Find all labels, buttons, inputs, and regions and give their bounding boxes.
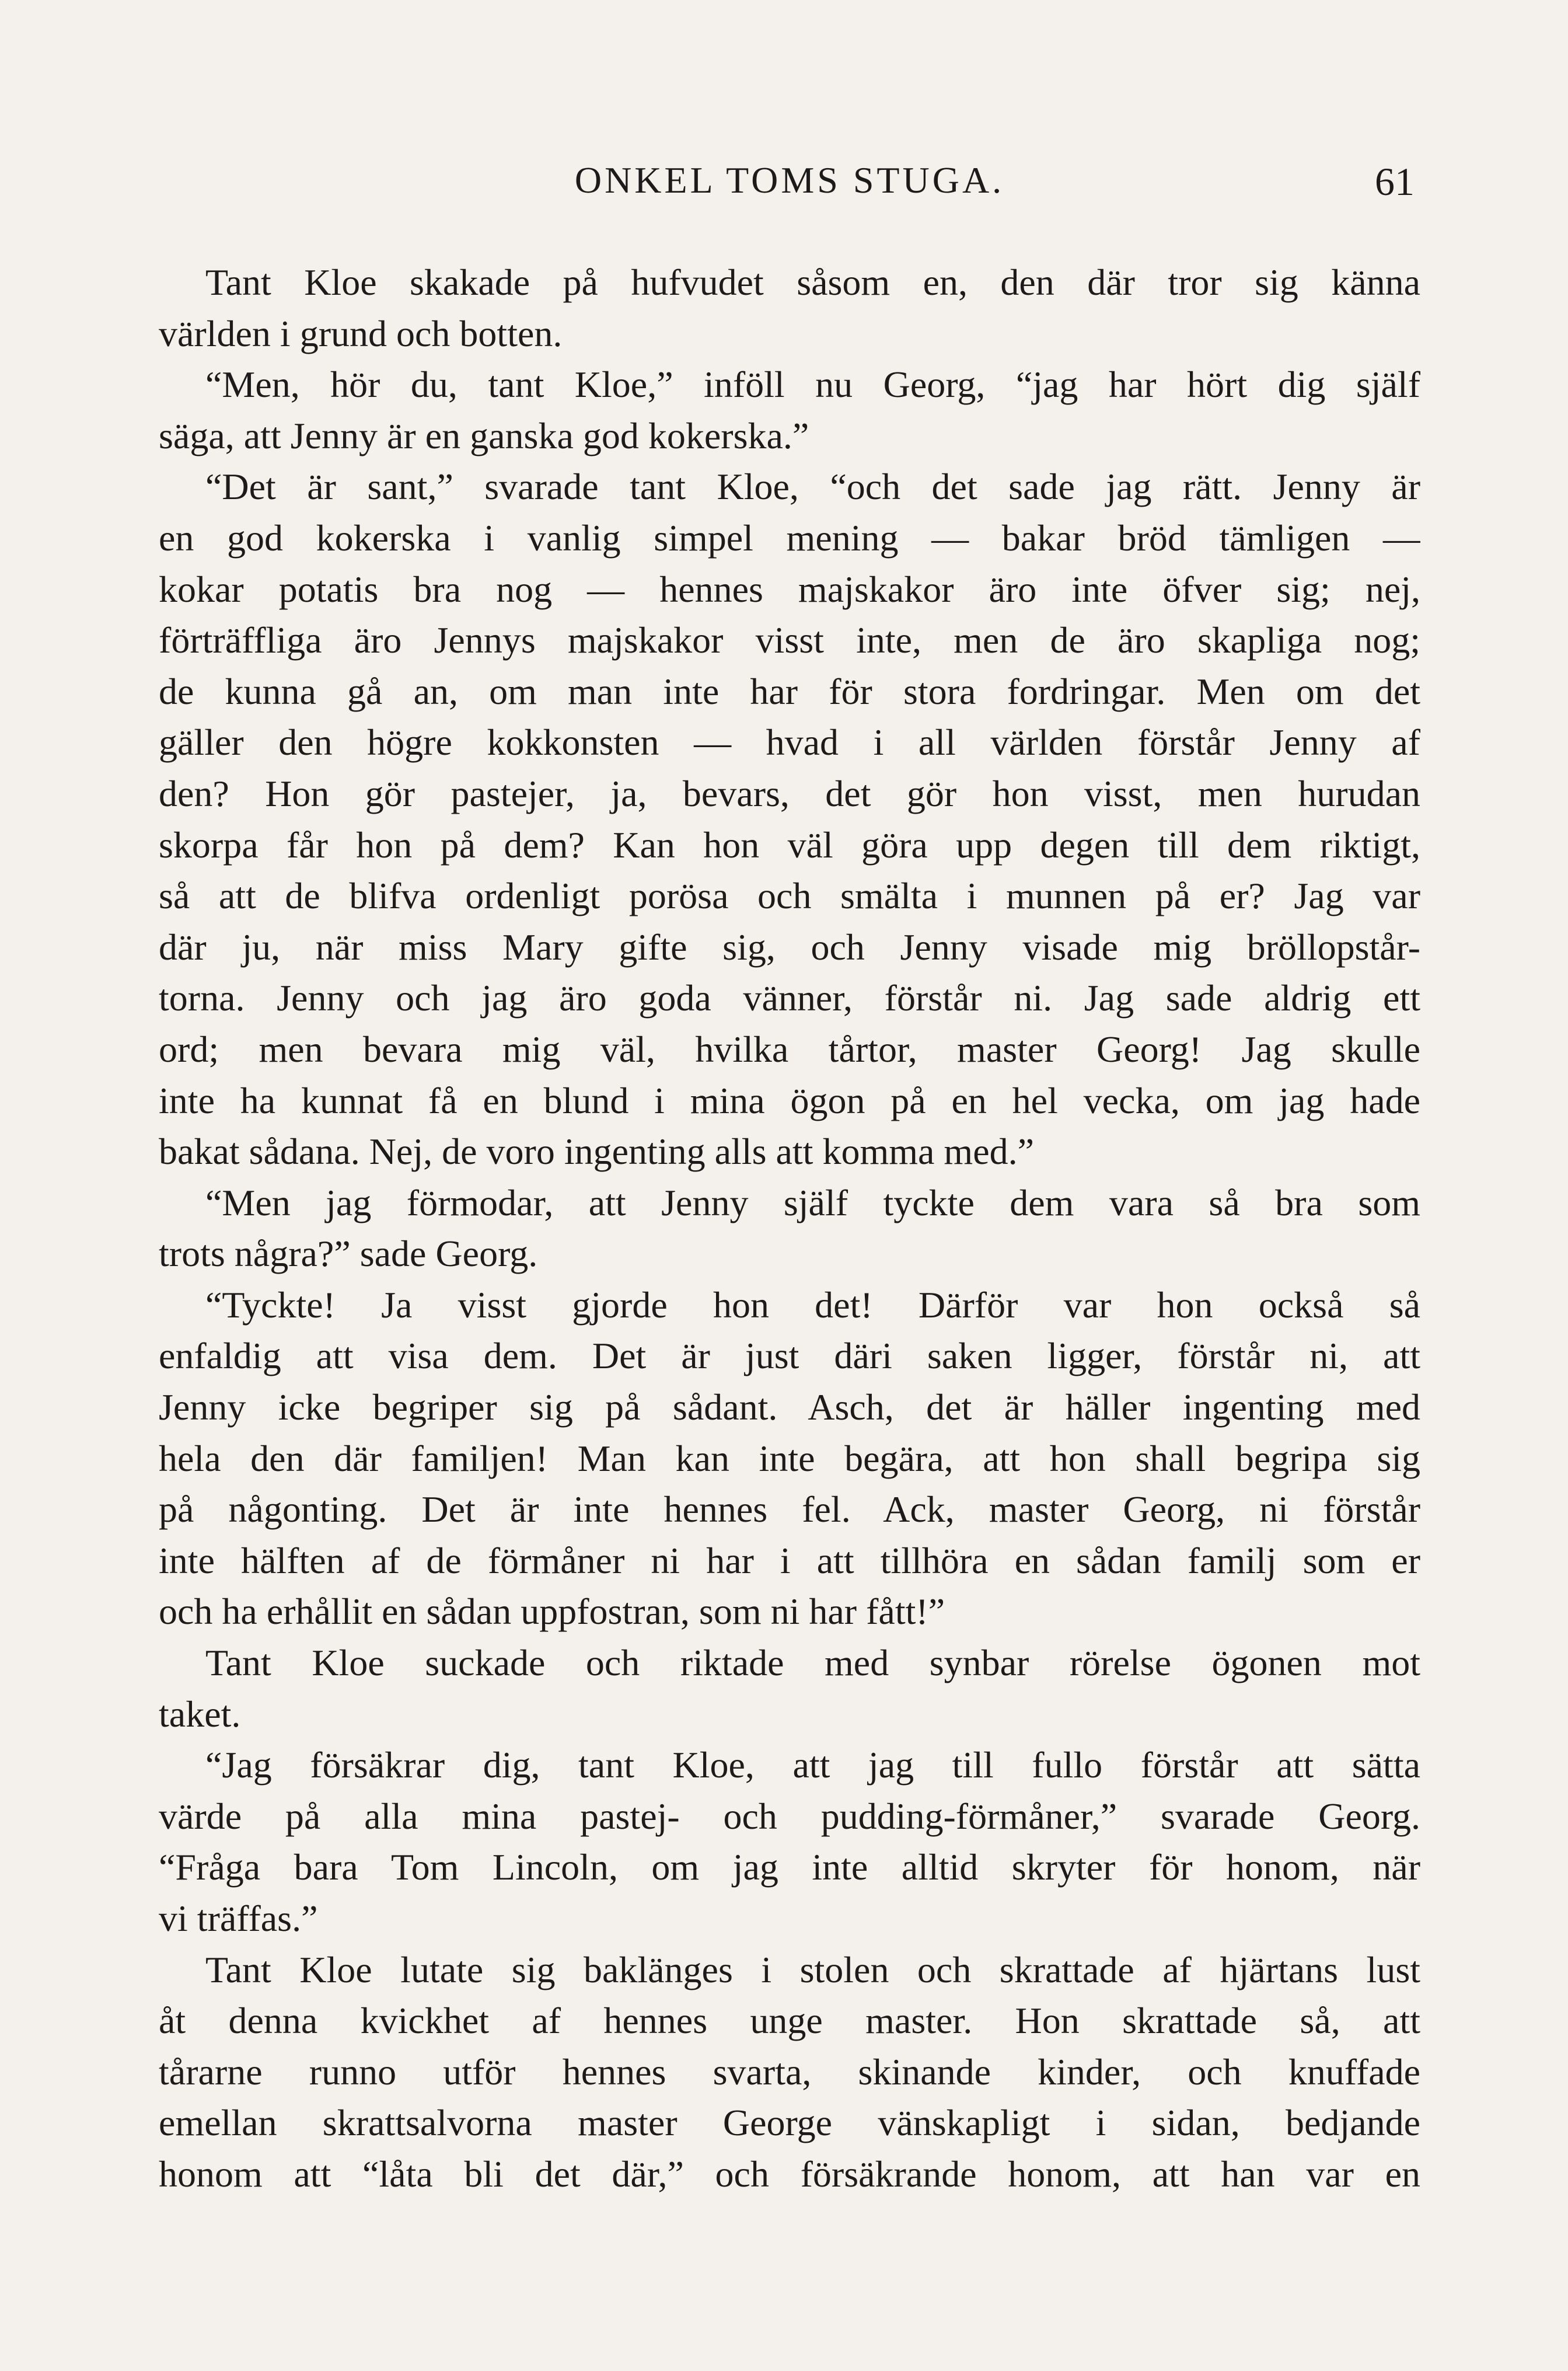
text-line: värde på alla mina pastej- och pudding-förmåner,” svarade Georg. [159,1795,1420,1837]
text-line: världen i grund och botten. [159,312,563,354]
text-line: de kunna gå an, om man inte har för stora fordringar. Men om det [159,670,1420,712]
text-line: där ju, när miss Mary gifte sig, och Jenny visade mig bröllopstår- [159,926,1420,968]
running-head [159,159,1420,211]
text-line: förträffliga äro Jennys majskakor visst inte, men de äro skapliga nog; [159,619,1420,661]
text-line: “Det är sant,” svarade tant Kloe, “och det sade jag rätt. Jenny är [205,466,1420,508]
text-line: trots några?” sade Georg. [159,1233,538,1275]
text-line: vi träffas.” [159,1898,318,1939]
text-line: gäller den högre kokkonsten — hvad i all världen förstår Jenny af [159,721,1420,763]
text-line: åt denna kvickhet af hennes unge master. Hon skrattade så, att [159,2000,1420,2042]
text-line: säga, att Jenny är en ganska god kokerska.” [159,414,809,456]
text-line: “Jag försäkrar dig, tant Kloe, att jag till fullo förstår att sätta [205,1744,1420,1786]
text-line: taket. [159,1693,241,1735]
text-line: “Men jag förmodar, att Jenny själf tyckte dem vara så bra som [205,1181,1420,1223]
text-line: torna. Jenny och jag äro goda vänner, förstår ni. Jag sade aldrig ett [159,977,1420,1019]
text-line: “Fråga bara Tom Lincoln, om jag inte alltid skryter för honom, när [159,1846,1420,1888]
text-line: ord; men bevara mig väl, hvilka tårtor, master Georg! Jag skulle [159,1028,1420,1070]
text-line: Tant Kloe skakade på hufvudet såsom en, den där tror sig känna [205,261,1420,303]
text-line: “Men, hör du, tant Kloe,” inföll nu Georg, “jag har hört dig själf [205,364,1420,406]
text-line: Jenny icke begriper sig på sådant. Asch, det är häller ingenting med [159,1386,1420,1428]
text-line: bakat sådana. Nej, de voro ingenting alls att komma med.” [159,1131,1034,1173]
text-line: på någonting. Det är inte hennes fel. Ack, master Georg, ni förstår [159,1488,1420,1530]
running-title: ONKEL TOMS STUGA. [574,159,1005,201]
text-line: inte ha kunnat få en blund i mina ögon på en hel vecka, om jag hade [159,1079,1420,1121]
text-line: kokar potatis bra nog — hennes majskakor äro inte öfver sig; nej, [159,568,1420,610]
text-line: “Tyckte! Ja visst gjorde hon det! Därför var hon också så [205,1284,1420,1326]
text-line: en god kokerska i vanlig simpel mening — bakar bröd tämligen — [159,517,1420,559]
text-line: honom att “låta bli det där,” och försäkrande honom, att han var en [159,2153,1420,2195]
text-line: den? Hon gör pastejer, ja, bevars, det gör hon visst, men hurudan [159,772,1420,814]
page-number: 61 [1375,159,1415,204]
text-line: så att de blifva ordenligt porösa och smälta i munnen på er? Jag var [159,875,1420,917]
text-line: enfaldig att visa dem. Det är just däri saken ligger, förstår ni, att [159,1335,1420,1377]
text-line: Tant Kloe suckade och riktade med synbar rörelse ögonen mot [205,1642,1420,1684]
text-line: skorpa får hon på dem? Kan hon väl göra upp degen till dem riktigt, [159,824,1420,866]
text-line: hela den där familjen! Man kan inte begära, att hon shall begripa sig [159,1437,1420,1479]
text-line: och ha erhållit en sådan uppfostran, som ni har fått!” [159,1591,945,1633]
text-line: emellan skrattsalvorna master George vänskapligt i sidan, bedjande [159,2102,1420,2144]
text-line: inte hälften af de förmåner ni har i att tillhöra en sådan familj som er [159,1539,1420,1581]
body-text [159,257,1420,2200]
text-line: tårarne runno utför hennes svarta, skinande kinder, och knuffade [159,2051,1420,2093]
text-line: Tant Kloe lutate sig baklänges i stolen och skrattade af hjärtans lust [205,1948,1420,1990]
